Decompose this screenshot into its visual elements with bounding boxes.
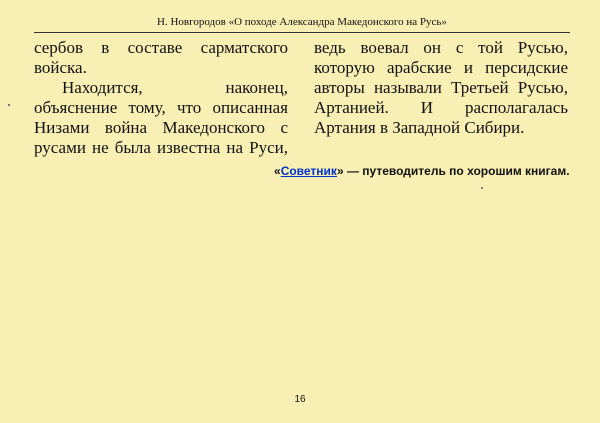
text-line: ведь воевал он с той Русью, xyxy=(314,38,568,57)
text-line: Находится, наконец, xyxy=(62,78,288,97)
page-number: 16 xyxy=(294,394,306,405)
text-line: русами не была известна на Руси, xyxy=(34,138,288,157)
text-line: Низами война Македонского с xyxy=(34,118,288,137)
ad-open-quote: « xyxy=(274,164,281,178)
sovetnik-link[interactable]: Советник xyxy=(280,164,337,178)
text-line: авторы называли Третьей Русью, xyxy=(314,78,568,97)
ad-tagline: » — путеводитель по хорошим книгам. xyxy=(336,164,570,178)
running-header: Н. Новгородов «О походе Александра Македонского на Русь» xyxy=(157,16,447,28)
text-line: войска. xyxy=(34,58,87,77)
scan-speck xyxy=(8,104,10,106)
advertisement-line xyxy=(274,163,570,179)
text-line: Артанией. И располагалась xyxy=(314,98,568,117)
scan-speck xyxy=(481,187,483,189)
text-line: объяснение тому, что описанная xyxy=(34,98,288,117)
text-line: Артания в Западной Сибири. xyxy=(314,118,525,137)
left-text-column xyxy=(34,38,288,158)
text-line: которую арабские и персидские xyxy=(314,58,568,77)
text-line: сербов в составе сарматского xyxy=(34,38,288,57)
right-text-column xyxy=(314,38,568,138)
header-divider xyxy=(34,32,570,33)
